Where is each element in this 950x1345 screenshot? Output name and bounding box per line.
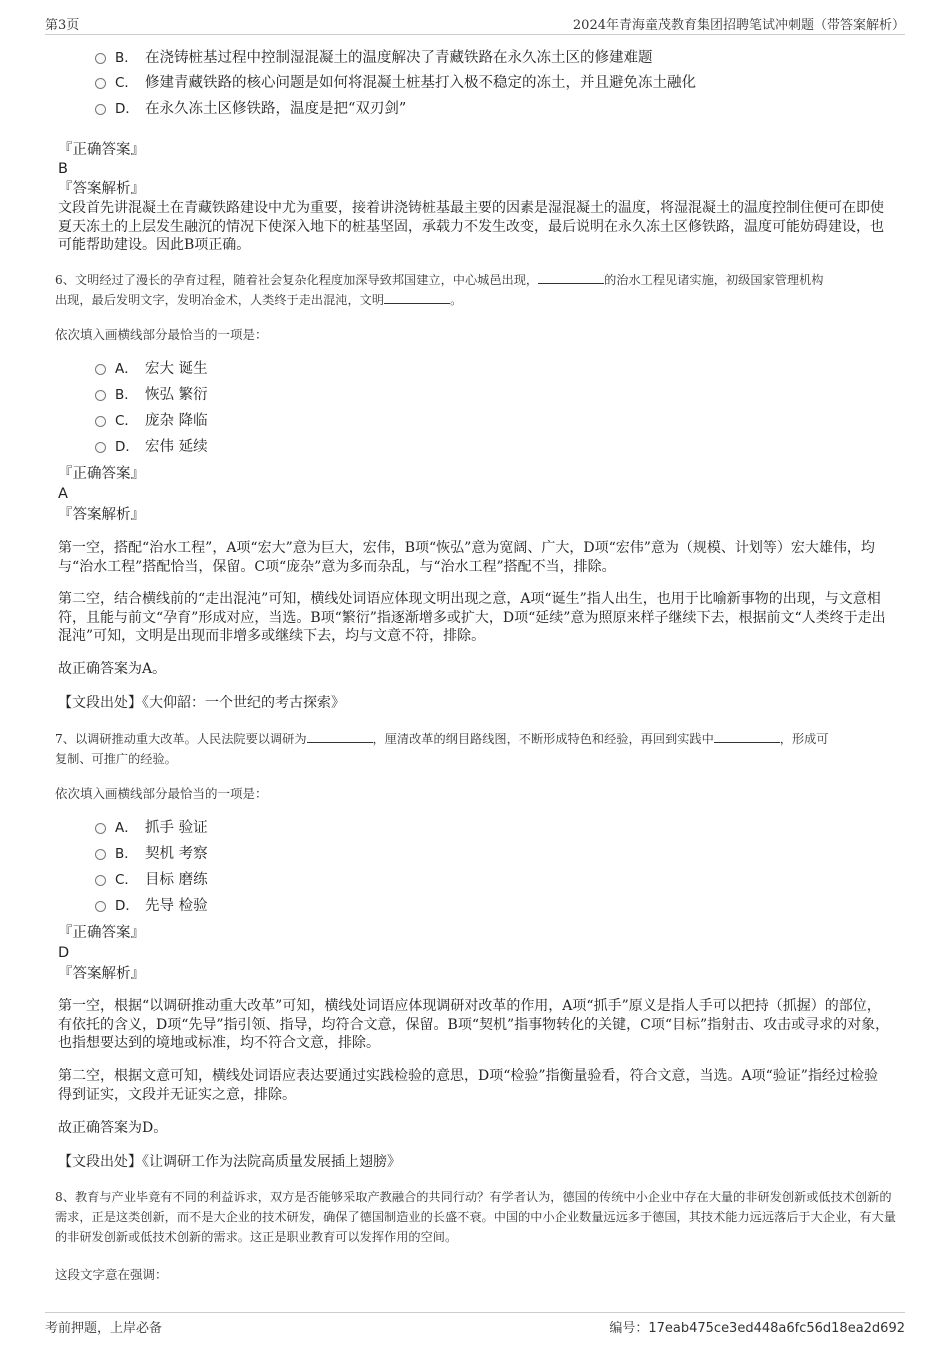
option-a[interactable]: A． 宏大 诞生 (95, 359, 208, 379)
source-citation: 【文段出处】《让调研工作为法院高质量发展插上翅膀》 (58, 1154, 401, 1170)
source-citation: 【文段出处】《大仰韶：一个世纪的考古探索》 (58, 695, 345, 711)
option-c[interactable]: C． 修建青藏铁路的核心问题是如何将混凝土桩基打入极不稳定的冻土，并且避免冻土融化 (95, 73, 696, 93)
option-a[interactable]: A． 抓手 验证 (95, 818, 208, 838)
question-stem: 7、以调研推动重大改革。人民法院要以调研为 ，厘清改革的纲目路线图，不断形成特色和经验，再回到实践中 ，形成可 复制、可推广的经验。 (55, 732, 829, 766)
radio-icon[interactable] (95, 390, 106, 401)
blank (384, 291, 450, 304)
option-b[interactable]: B． 恢弘 繁衍 (95, 385, 208, 405)
radio-icon[interactable] (95, 78, 106, 89)
analysis-conclusion: 故正确答案为D。 (58, 1120, 168, 1136)
blank (538, 271, 604, 284)
option-d[interactable]: D． 在永久冻土区修铁路，温度是把“双刃剑” (95, 99, 406, 119)
analysis-text: 文段首先讲混凝土在青藏铁路建设中尤为重要，接着讲浇铸桩基最主要的因素是湿混凝土的温度，将湿混凝土的温度控制住便可在即使夏天冻土的上层发生融沉的情况下使深入地下的桩基坚固，承载力不发生改变，最后说明在永久冻土区修铁路，温度可能妨碍建设，也可能帮助建设。因此B项正确。 (58, 200, 884, 253)
option-c[interactable]: C． 庞杂 降临 (95, 411, 208, 431)
radio-icon[interactable] (95, 53, 106, 64)
footer-slogan: 考前押题，上岸必备 (45, 1321, 163, 1336)
option-d[interactable]: D． 先导 检验 (95, 896, 208, 916)
radio-icon[interactable] (95, 823, 106, 834)
blank (307, 730, 373, 743)
page-footer (45, 1312, 905, 1339)
radio-icon[interactable] (95, 104, 106, 115)
radio-icon[interactable] (95, 875, 106, 886)
answer-label: 『正确答案』 (58, 925, 145, 941)
answer-value: D (58, 945, 70, 961)
radio-icon[interactable] (95, 442, 106, 453)
option-c[interactable]: C． 目标 磨练 (95, 870, 208, 890)
analysis-conclusion: 故正确答案为A。 (58, 661, 167, 677)
option-b[interactable]: B． 契机 考察 (95, 844, 208, 864)
question-prompt: 依次填入画横线部分最恰当的一项是： (55, 786, 268, 801)
analysis-paragraph: 第二空，结合横线前的“走出混沌”可知，横线处词语应体现文明出现之意，A项“诞生”指人出生，也用于比喻新事物的出现，与文意相符，且能与前文“孕育”形成对应，当选。B项“繁衍”指逐渐增多或扩大，D项“延续”意为照原来样子继续下去，根据前文“人类终于走出混沌”可知，文明是出现而非增多或继续下去，均与文意不符，排除。 (58, 591, 886, 644)
answer-value: A (58, 486, 68, 502)
analysis-paragraph: 第一空，搭配“治水工程”，A项“宏大”意为巨大，宏伟，B项“恢弘”意为宽阔、广大，D项“宏伟”意为（规模、计划等）宏大雄伟，均与“治水工程”搭配恰当，保留。C项“庞杂”意为多而杂乱，与“治水工程”搭配不当，排除。 (58, 540, 875, 575)
radio-icon[interactable] (95, 901, 106, 912)
radio-icon[interactable] (95, 364, 106, 375)
question-stem: 8、教育与产业毕竟有不同的利益诉求，双方是否能够采取产教融合的共同行动？有学者认为，德国的传统中小企业中存在大量的非研发创新或低技术创新的需求，正是这类创新，而不是大企业的技术研发，确保了德国制造业的长盛不衰。中国的中小企业数量远远多于德国，其技术能力远远落后于大企业，有大量的非研发创新或低技术创新的需求。这正是职业教育可以发挥作用的空间。 (55, 1190, 896, 1244)
answer-value: B (58, 161, 68, 177)
analysis-paragraph: 第二空，根据文意可知，横线处词语应表达要通过实践检验的意思，D项“检验”指衡量验看，符合文意，当选。A项“验证”指经过检验得到证实，文段并无证实之意，排除。 (58, 1068, 878, 1103)
analysis-label: 『答案解析』 (58, 966, 145, 982)
blank (714, 730, 780, 743)
answer-label: 『正确答案』 (58, 142, 145, 158)
radio-icon[interactable] (95, 849, 106, 860)
option-b[interactable]: B． 在浇铸桩基过程中控制湿混凝土的温度解决了青藏铁路在永久冻土区的修建难题 (95, 48, 653, 68)
question-prompt: 依次填入画横线部分最恰当的一项是： (55, 327, 268, 342)
answer-label: 『正确答案』 (58, 466, 145, 482)
analysis-label: 『答案解析』 (58, 507, 145, 523)
question-prompt: 这段文字意在强调： (55, 1267, 168, 1282)
page-header (45, 14, 905, 35)
radio-icon[interactable] (95, 416, 106, 427)
analysis-label: 『答案解析』 (58, 181, 145, 197)
document-title: 2024年青海童茂教育集团招聘笔试冲刺题（带答案解析） (572, 18, 905, 33)
option-d[interactable]: D． 宏伟 延续 (95, 437, 208, 457)
document-id: 编号：17eab475ce3ed448a6fc56d18ea2d692 (609, 1321, 905, 1336)
analysis-paragraph: 第一空，根据“以调研推动重大改革”可知，横线处词语应体现调研对改革的作用，A项“抓手”原义是指人手可以把持（抓握）的部位，有依托的含义，D项“先导”指引领、指导，均符合文意，保留。B项“契机”指事物转化的关键，C项“目标”指射击、攻击或寻求的对象，也指想要达到的境地或标准，均不符合文意，排除。 (58, 998, 890, 1051)
page-number: 第3页 (45, 18, 80, 33)
question-stem: 6、文明经过了漫长的孕育过程，随着社会复杂化程度加深导致邦国建立，中心城邑出现， 的治水工程见诸实施，初级国家管理机构 出现，最后发明文字，发明冶金术，人类终于走出混沌，文明 。 (55, 273, 824, 307)
